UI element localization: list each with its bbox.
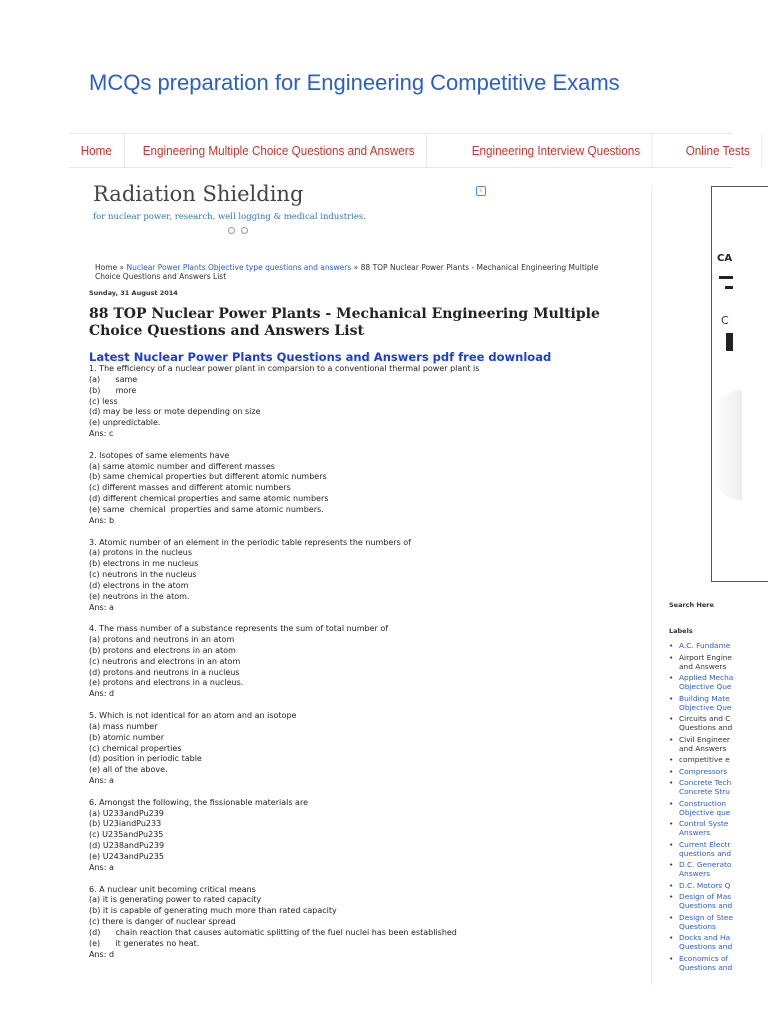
label-item[interactable] <box>669 860 733 878</box>
label-item[interactable] <box>669 840 733 858</box>
bullet-icon: • <box>669 714 674 723</box>
ad-info-icon[interactable]: i <box>476 186 486 196</box>
label-item[interactable] <box>669 778 733 796</box>
label-link[interactable]: Compressors <box>679 766 728 776</box>
label-link[interactable]: Docks and Ha Questions and <box>679 933 733 951</box>
bullet-icon: • <box>669 641 674 650</box>
bullet-icon: • <box>669 819 674 828</box>
ad-banner[interactable] <box>88 180 488 240</box>
breadcrumb-separator: » <box>117 263 127 272</box>
sidebar-banner-image <box>712 390 742 500</box>
labels-heading: Labels <box>669 627 693 635</box>
label-item[interactable] <box>669 799 733 817</box>
nav-interview-questions[interactable]: Engineering Interview Questions <box>460 134 653 167</box>
label-link[interactable]: Building Mate Objective Que <box>679 693 732 712</box>
label-link[interactable]: Airport Engine and Answers <box>679 652 732 671</box>
label-item[interactable] <box>669 755 733 764</box>
label-item[interactable] <box>669 714 733 732</box>
bullet-icon: • <box>669 652 674 662</box>
post-body: 1. The efficiency of a nuclear power plant in comparsion to a conventional thermal power plant is (a) same (b) more (c) less (d) may be less or mote depending on size (e) unpredictable. Ans: c 2. Isotopes of same elements have (a) same atomic number and different masses (b) same chemical properties but different atomic numbers (c) different masses and different atomic numbers (d) different chemical properties and same atomic numbers (e) same chemical properties and same atomic numbers. Ans: b 3. Atomic number of an element in the periodic table represents the numbers of (a) protons in the nucleus (b) electrons in me nucleus (c) neutrons in the nucleus (d) electrons in the atom (e) neutrons in the atom. Ans: a 4. The mass number of a substance represents the sum of total number of (a) protons and neutrons in an atom (b) protons and electrons in an atom (c) neutrons and electrons in an atom (d) protons and neutrons in a nucleus (e) protons and electrons in a nucleus. Ans: d 5. Which is not identical for an atom and an isotope (a) mass number (b) atomic number (c) chemical properties (d) position in periodic table (e) all of the above. Ans: a 6. Amongst the following, the fissionable materials are (a) U233andPu239 (b) U23iandPu233 (c) U235andPu235 (d) U238andPu239 (e) U243andPu235 Ans: a 6. A nuclear unit becoming critical means (a) it is generating power to rated capacity (b) it is capable of generating much more than rated capacity (c) there is danger of nuclear spread (d) chain reaction that causes automatic splitting of the fuel nuclei has been established (e) it generates no heat. Ans: d <box>89 364 480 959</box>
label-item[interactable] <box>669 653 733 671</box>
label-link[interactable]: D.C. Motors Q <box>679 880 731 890</box>
bullet-icon: • <box>669 755 674 764</box>
nav-engineering-mcq[interactable]: Engineering Multiple Choice Questions and Answers <box>131 134 427 167</box>
site-title[interactable]: MCQs preparation for Engineering Competitive Exams <box>89 70 620 95</box>
label-link[interactable]: Design of Stee Questions <box>679 912 733 931</box>
ad-pager-dot[interactable] <box>241 227 248 234</box>
bullet-icon: • <box>669 673 674 682</box>
label-link[interactable]: competitive e <box>679 755 730 764</box>
sidebar-banner[interactable] <box>711 186 768 582</box>
label-link[interactable]: Construction Objective que <box>679 798 731 817</box>
label-item[interactable] <box>669 881 733 890</box>
sidebar-banner-text: CA <box>717 253 733 264</box>
bullet-icon: • <box>669 860 674 869</box>
search-heading: Search Here <box>669 601 714 609</box>
ad-title[interactable]: Radiation Shielding <box>93 182 304 206</box>
nav-online-tests[interactable]: Online Tests <box>674 134 762 167</box>
post-title: 88 TOP Nuclear Power Plants - Mechanical Engineering Multiple Choice Questions and Answers List <box>89 306 600 339</box>
label-link[interactable]: Circuits and C Questions and <box>679 714 733 732</box>
bullet-icon: • <box>669 798 674 808</box>
label-link[interactable]: Current Electr questions and <box>679 839 732 858</box>
label-link[interactable]: Design of Mas Questions and <box>679 892 733 910</box>
sidebar-banner-text: C <box>721 314 729 327</box>
bullet-icon: • <box>669 933 674 942</box>
breadcrumb-category[interactable]: Nuclear Power Plants Objective type questions and answers <box>126 263 352 272</box>
breadcrumb-separator: » <box>351 263 361 272</box>
breadcrumb-current: 88 TOP Nuclear Power Plants - Mechanical Engineering Multiple Choice Questions and Answers List <box>95 263 599 281</box>
bullet-icon: • <box>669 766 674 776</box>
ad-subtitle[interactable]: for nuclear power, research, well logging & medical industries. <box>93 212 367 222</box>
ad-pager-dot[interactable] <box>228 227 235 234</box>
label-link[interactable]: Control Syste Answers <box>679 819 729 837</box>
label-item[interactable] <box>669 641 733 650</box>
label-link[interactable]: Economics of Questions and <box>679 953 733 972</box>
bullet-icon: • <box>669 892 674 901</box>
bullet-icon: • <box>669 880 674 890</box>
post-subtitle-link[interactable]: Latest Nuclear Power Plants Questions and Answers pdf free download <box>89 350 552 364</box>
main-nav <box>69 133 750 168</box>
ad-pager <box>228 227 248 234</box>
bullet-icon: • <box>669 953 674 963</box>
label-link[interactable]: Concrete Tech Concrete Stru <box>679 778 732 796</box>
sidebar-banner-decoration <box>726 333 733 351</box>
label-item[interactable] <box>669 892 733 910</box>
bullet-icon: • <box>669 778 674 787</box>
label-item[interactable] <box>669 913 733 931</box>
nav-home[interactable]: Home <box>69 134 125 167</box>
label-item[interactable] <box>669 694 733 712</box>
label-item[interactable] <box>669 673 733 691</box>
sidebar-banner-decoration <box>719 276 733 279</box>
breadcrumb-home[interactable]: Home <box>95 263 118 272</box>
label-item[interactable] <box>669 819 733 837</box>
label-link[interactable]: A.C. Fundame <box>679 641 731 650</box>
bullet-icon: • <box>669 839 674 849</box>
breadcrumb <box>95 263 615 281</box>
labels-list <box>669 641 733 974</box>
label-link[interactable]: D.C. Generato Answers <box>679 860 732 878</box>
label-item[interactable] <box>669 933 733 951</box>
label-item[interactable] <box>669 767 733 776</box>
post-date: Sunday, 31 August 2014 <box>89 289 178 297</box>
label-link[interactable]: Applied Mecha Objective Que <box>679 673 733 691</box>
bullet-icon: • <box>669 734 674 744</box>
sidebar-divider <box>651 186 652 986</box>
label-item[interactable] <box>669 954 733 972</box>
bullet-icon: • <box>669 912 674 922</box>
bullet-icon: • <box>669 693 674 703</box>
sidebar-banner-decoration <box>725 286 733 289</box>
label-link[interactable]: Civil Engineer and Answers <box>679 734 730 753</box>
label-item[interactable] <box>669 735 733 753</box>
